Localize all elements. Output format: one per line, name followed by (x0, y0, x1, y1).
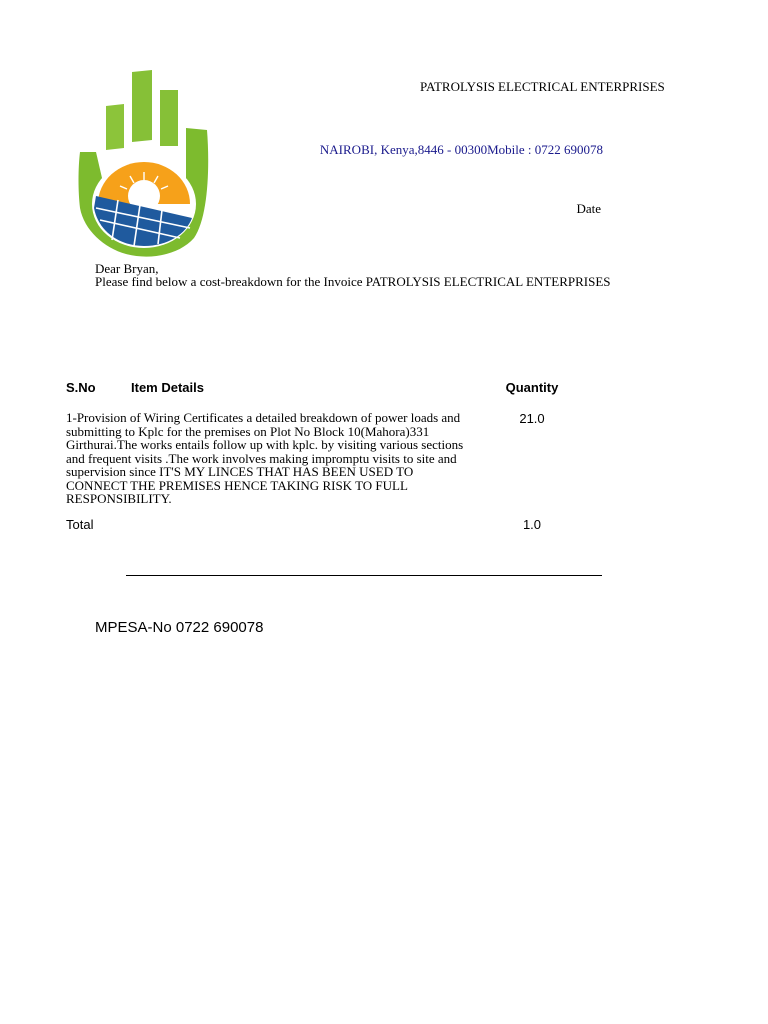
mpesa-number: MPESA-No 0722 690078 (95, 619, 264, 636)
date-label: Date (576, 201, 601, 216)
item-quantity: 21.0 (519, 411, 545, 426)
letter-greeting: Dear Bryan, (95, 261, 159, 276)
signature-line (126, 575, 602, 576)
column-header-quantity: Quantity (505, 380, 559, 395)
company-name: PATROLYSIS ELECTRICAL ENTERPRISES (420, 79, 665, 94)
solar-hand-logo-icon (74, 68, 214, 262)
column-header-sno: S.No (66, 380, 96, 395)
column-header-item-details: Item Details (131, 380, 204, 395)
letter-intro: Please find below a cost-breakdown for the Invoice PATROLYSIS ELECTRICAL ENTERPRISES (95, 274, 611, 289)
total-label: Total (66, 517, 94, 532)
item-description: 1-Provision of Wiring Certificates a detailed breakdown of power loads and submitting to Kplc for the premises on Plot No Block 10(Mahora)331 Girthurai.The works entails follow up with kplc. by visiting various sections and frequent visits .The work involves making impromptu visits to site and supervision since IT'S MY LINCES THAT HAS BEEN USED TO CONNECT THE PREMISES HENCE TAKING RISK TO FULL RESPONSIBILITY. (66, 410, 464, 506)
company-address: NAIROBI, Kenya,8446 - 00300Mobile : 0722 690078 (319, 142, 603, 157)
total-quantity: 1.0 (522, 517, 542, 532)
